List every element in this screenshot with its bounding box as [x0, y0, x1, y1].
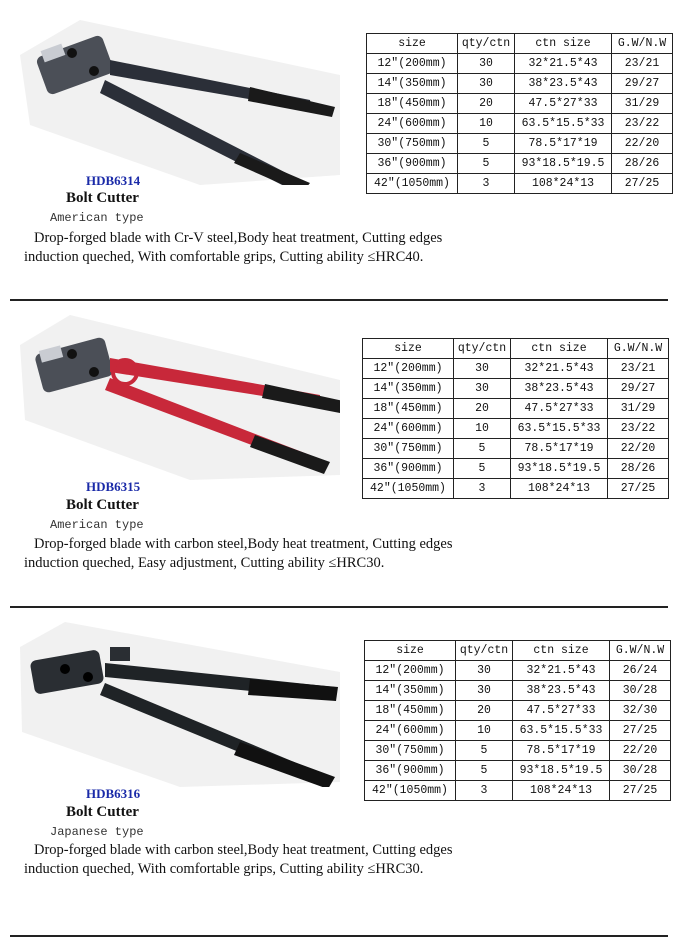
- weight-cell: 32/30: [610, 701, 671, 721]
- ctn-size-cell: 93*18.5*19.5: [513, 761, 610, 781]
- qty-cell: 3: [458, 174, 515, 194]
- size-cell: 18″(450mm): [363, 399, 454, 419]
- description-line-1: Drop-forged blade with Cr-V steel,Body heat treatment, Cutting edges: [34, 230, 443, 246]
- spec-table: [366, 33, 673, 194]
- ctn-size-cell: 47.5*27*33: [511, 399, 608, 419]
- weight-cell: 28/26: [612, 154, 673, 174]
- header-qty: qty/ctn: [458, 34, 515, 54]
- size-cell: 12″(200mm): [367, 54, 458, 74]
- ctn-size-cell: 38*23.5*43: [515, 74, 612, 94]
- spec-table: [364, 640, 671, 801]
- ctn-size-cell: 108*24*13: [515, 174, 612, 194]
- bolt-cutter-image: [10, 15, 340, 185]
- header-weight: G.W/N.W: [608, 339, 669, 359]
- weight-cell: 29/27: [612, 74, 673, 94]
- ctn-size-cell: 108*24*13: [513, 781, 610, 801]
- size-cell: 24″(600mm): [363, 419, 454, 439]
- weight-cell: 27/25: [608, 479, 669, 499]
- size-cell: 18″(450mm): [367, 94, 458, 114]
- qty-cell: 30: [456, 681, 513, 701]
- weight-cell: 22/20: [610, 741, 671, 761]
- size-cell: 18″(450mm): [365, 701, 456, 721]
- qty-cell: 10: [458, 114, 515, 134]
- weight-cell: 23/21: [608, 359, 669, 379]
- header-size: size: [363, 339, 454, 359]
- weight-cell: 27/25: [610, 781, 671, 801]
- product-code: HDB6316: [86, 786, 141, 801]
- product-type: Japanese type: [50, 825, 144, 839]
- header-qty: qty/ctn: [456, 641, 513, 661]
- table-row: [363, 379, 669, 399]
- table-row: [363, 359, 669, 379]
- size-cell: 42″(1050mm): [365, 781, 456, 801]
- ctn-size-cell: 108*24*13: [511, 479, 608, 499]
- weight-cell: 31/29: [612, 94, 673, 114]
- qty-cell: 3: [456, 781, 513, 801]
- qty-cell: 20: [456, 701, 513, 721]
- qty-cell: 20: [454, 399, 511, 419]
- product-section: [0, 0, 681, 300]
- product-name: Bolt Cutter: [66, 497, 139, 513]
- table-row: [363, 419, 669, 439]
- product-description: [24, 841, 494, 879]
- size-cell: 24″(600mm): [367, 114, 458, 134]
- weight-cell: 22/20: [608, 439, 669, 459]
- ctn-size-cell: 32*21.5*43: [513, 661, 610, 681]
- size-cell: 42″(1050mm): [367, 174, 458, 194]
- table-row: [367, 74, 673, 94]
- table-row: [367, 54, 673, 74]
- qty-cell: 10: [456, 721, 513, 741]
- size-cell: 14″(350mm): [367, 74, 458, 94]
- qty-cell: 5: [454, 439, 511, 459]
- weight-cell: 31/29: [608, 399, 669, 419]
- size-cell: 36″(900mm): [367, 154, 458, 174]
- ctn-size-cell: 38*23.5*43: [513, 681, 610, 701]
- qty-cell: 30: [458, 54, 515, 74]
- weight-cell: 23/21: [612, 54, 673, 74]
- ctn-size-cell: 78.5*17*19: [511, 439, 608, 459]
- product-code: HDB6314: [86, 173, 141, 188]
- qty-cell: 5: [458, 154, 515, 174]
- size-cell: 12″(200mm): [363, 359, 454, 379]
- size-cell: 36″(900mm): [363, 459, 454, 479]
- qty-cell: 3: [454, 479, 511, 499]
- description-line-1: Drop-forged blade with carbon steel,Body heat treatment, Cutting edges: [34, 842, 453, 858]
- ctn-size-cell: 78.5*17*19: [513, 741, 610, 761]
- qty-cell: 5: [458, 134, 515, 154]
- product-type: American type: [50, 211, 144, 225]
- weight-cell: 23/22: [612, 114, 673, 134]
- qty-cell: 30: [458, 74, 515, 94]
- table-row: [365, 681, 671, 701]
- qty-cell: 20: [458, 94, 515, 114]
- qty-cell: 30: [456, 661, 513, 681]
- header-weight: G.W/N.W: [612, 34, 673, 54]
- ctn-size-cell: 32*21.5*43: [515, 54, 612, 74]
- qty-cell: 5: [456, 741, 513, 761]
- qty-cell: 10: [454, 419, 511, 439]
- table-row: [367, 134, 673, 154]
- table-row: [365, 761, 671, 781]
- description-line-2: induction queched, Easy adjustment, Cutting ability ≤HRC30.: [24, 555, 385, 571]
- header-row: [363, 339, 669, 359]
- table-row: [363, 399, 669, 419]
- ctn-size-cell: 32*21.5*43: [511, 359, 608, 379]
- table-row: [365, 721, 671, 741]
- description-line-1: Drop-forged blade with carbon steel,Body heat treatment, Cutting edges: [34, 536, 453, 552]
- table-row: [365, 701, 671, 721]
- table-row: [365, 781, 671, 801]
- ctn-size-cell: 93*18.5*19.5: [511, 459, 608, 479]
- size-cell: 30″(750mm): [363, 439, 454, 459]
- description-line-2: induction queched, With comfortable grips, Cutting ability ≤HRC30.: [24, 861, 424, 877]
- size-cell: 24″(600mm): [365, 721, 456, 741]
- table-row: [365, 741, 671, 761]
- qty-cell: 5: [456, 761, 513, 781]
- header-row: [365, 641, 671, 661]
- table-row: [367, 114, 673, 134]
- header-ctn-size: ctn size: [511, 339, 608, 359]
- table-row: [367, 94, 673, 114]
- weight-cell: 23/22: [608, 419, 669, 439]
- header-size: size: [365, 641, 456, 661]
- qty-cell: 30: [454, 379, 511, 399]
- size-cell: 14″(350mm): [365, 681, 456, 701]
- product-section: [0, 607, 681, 947]
- weight-cell: 29/27: [608, 379, 669, 399]
- header-size: size: [367, 34, 458, 54]
- header-weight: G.W/N.W: [610, 641, 671, 661]
- table-row: [363, 479, 669, 499]
- weight-cell: 27/25: [612, 174, 673, 194]
- size-cell: 14″(350mm): [363, 379, 454, 399]
- ctn-size-cell: 93*18.5*19.5: [515, 154, 612, 174]
- header-ctn-size: ctn size: [515, 34, 612, 54]
- bolt-cutter-image: [10, 617, 340, 787]
- weight-cell: 28/26: [608, 459, 669, 479]
- qty-cell: 5: [454, 459, 511, 479]
- bolt-cutter-image: [10, 310, 340, 480]
- size-cell: 30″(750mm): [367, 134, 458, 154]
- weight-cell: 26/24: [610, 661, 671, 681]
- size-cell: 36″(900mm): [365, 761, 456, 781]
- product-name: Bolt Cutter: [66, 190, 139, 206]
- product-code: HDB6315: [86, 479, 141, 494]
- weight-cell: 22/20: [612, 134, 673, 154]
- weight-cell: 30/28: [610, 681, 671, 701]
- divider-line: [10, 935, 668, 937]
- weight-cell: 27/25: [610, 721, 671, 741]
- ctn-size-cell: 38*23.5*43: [511, 379, 608, 399]
- qty-cell: 30: [454, 359, 511, 379]
- ctn-size-cell: 63.5*15.5*33: [511, 419, 608, 439]
- ctn-size-cell: 78.5*17*19: [515, 134, 612, 154]
- header-row: [367, 34, 673, 54]
- product-name: Bolt Cutter: [66, 804, 139, 820]
- ctn-size-cell: 47.5*27*33: [515, 94, 612, 114]
- product-section: [0, 300, 681, 607]
- size-cell: 12″(200mm): [365, 661, 456, 681]
- size-cell: 30″(750mm): [365, 741, 456, 761]
- product-type: American type: [50, 518, 144, 532]
- table-row: [363, 459, 669, 479]
- weight-cell: 30/28: [610, 761, 671, 781]
- ctn-size-cell: 63.5*15.5*33: [515, 114, 612, 134]
- ctn-size-cell: 63.5*15.5*33: [513, 721, 610, 741]
- table-row: [363, 439, 669, 459]
- product-description: [24, 229, 494, 267]
- product-description: [24, 535, 494, 573]
- spec-table: [362, 338, 669, 499]
- header-ctn-size: ctn size: [513, 641, 610, 661]
- table-row: [365, 661, 671, 681]
- header-qty: qty/ctn: [454, 339, 511, 359]
- description-line-2: induction queched, With comfortable grips, Cutting ability ≤HRC40.: [24, 249, 424, 265]
- size-cell: 42″(1050mm): [363, 479, 454, 499]
- ctn-size-cell: 47.5*27*33: [513, 701, 610, 721]
- table-row: [367, 154, 673, 174]
- table-row: [367, 174, 673, 194]
